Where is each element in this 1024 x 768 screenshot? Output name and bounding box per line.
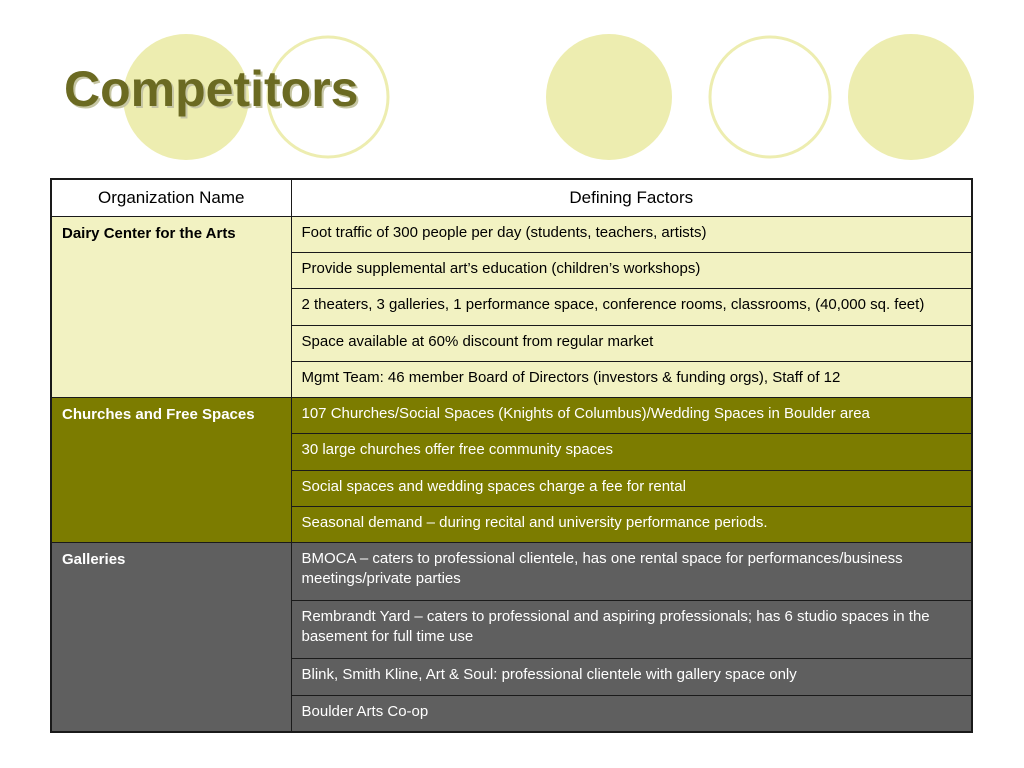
- outline-circle-2: [710, 37, 830, 157]
- factor-cell: Rembrandt Yard – caters to professional and aspiring professionals; has 6 studio spaces in the basement for full time use: [291, 601, 972, 659]
- factor-cell: Seasonal demand – during recital and university performance periods.: [291, 506, 972, 542]
- header-organization-name: Organization Name: [51, 179, 291, 217]
- factor-cell: Provide supplemental art’s education (children’s workshops): [291, 253, 972, 289]
- org-name-churches: Churches and Free Spaces: [51, 398, 291, 543]
- table-row: [51, 398, 972, 434]
- factor-cell: Boulder Arts Co-op: [291, 695, 972, 732]
- table-row: [51, 217, 972, 253]
- factor-cell: 30 large churches offer free community spaces: [291, 434, 972, 470]
- factor-cell: Social spaces and wedding spaces charge a fee for rental: [291, 470, 972, 506]
- table-header-row: [51, 179, 972, 217]
- factor-cell: 2 theaters, 3 galleries, 1 performance space, conference rooms, classrooms, (40,000 sq. feet): [291, 289, 972, 325]
- filled-circle-2: [546, 34, 672, 160]
- org-name-galleries: Galleries: [51, 542, 291, 732]
- factor-cell: Mgmt Team: 46 member Board of Directors (investors & funding orgs), Staff of 12: [291, 361, 972, 397]
- factor-cell: BMOCA – caters to professional clientele, has one rental space for performances/business meetings/private parties: [291, 542, 972, 600]
- filled-circle-3: [848, 34, 974, 160]
- page-title: Competitors: [64, 61, 359, 117]
- header-defining-factors: Defining Factors: [291, 179, 972, 217]
- org-name-dairy-center: Dairy Center for the Arts: [51, 217, 291, 398]
- factor-cell: Space available at 60% discount from regular market: [291, 325, 972, 361]
- factor-cell: Blink, Smith Kline, Art & Soul: professional clientele with gallery space only: [291, 659, 972, 695]
- factor-cell: 107 Churches/Social Spaces (Knights of Columbus)/Wedding Spaces in Boulder area: [291, 398, 972, 434]
- table-row: [51, 542, 972, 600]
- factor-cell: Foot traffic of 300 people per day (students, teachers, artists): [291, 217, 972, 253]
- competitors-table: [50, 178, 973, 733]
